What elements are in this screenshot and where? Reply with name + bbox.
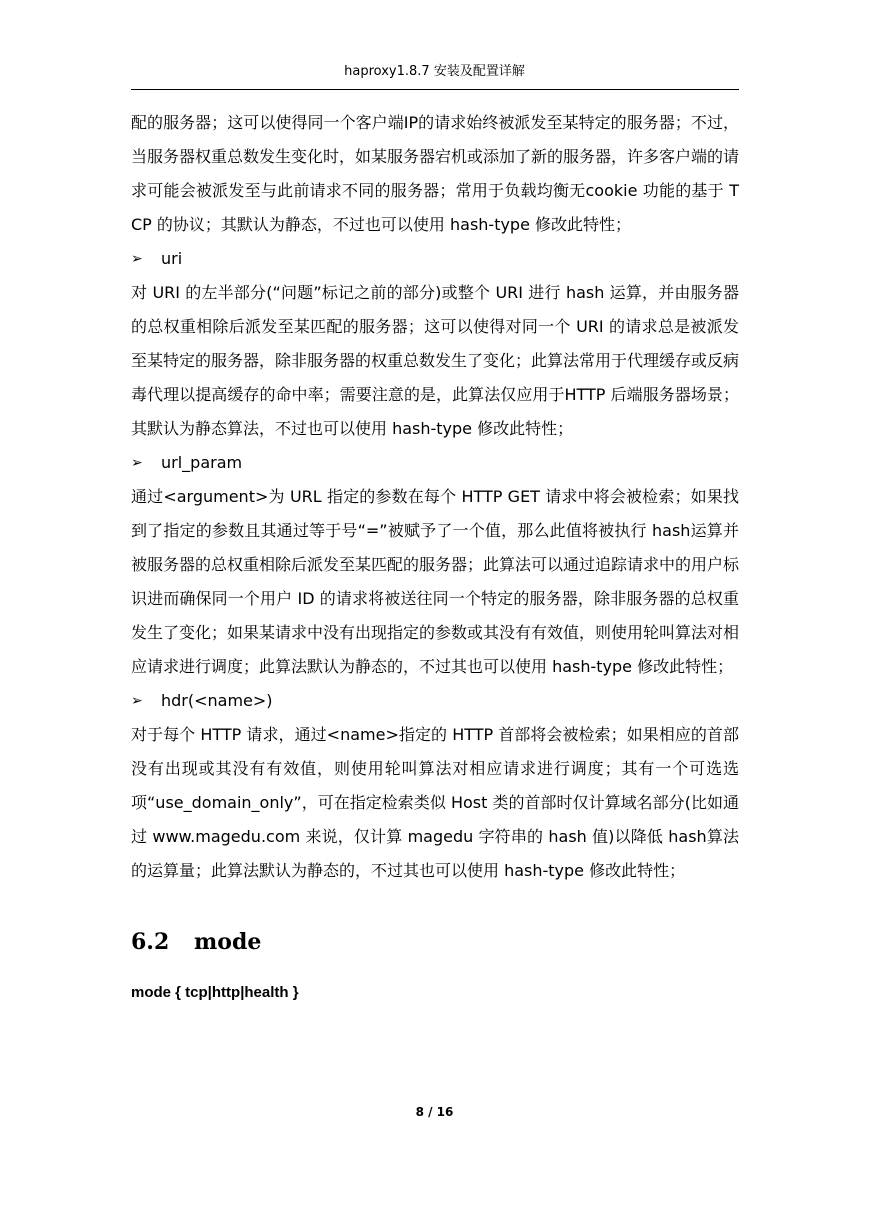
document-body (131, 106, 739, 1004)
bullet-item-uri (131, 242, 739, 276)
header-divider (131, 89, 739, 90)
mode-syntax: mode { tcp|http|health } (131, 984, 299, 1001)
section-title: mode (194, 929, 262, 955)
section-heading (131, 922, 739, 962)
paragraph-uri: 对 URI 的左半部分(“问题”标记之前的部分)或整个 URI 进行 hash 运算，并由服务器的总权重相除后派发至某匹配的服务器；这可以使得对同一个 URI 的请求总是被派发至某特定的服务器，除非服务器的权重总数发生了变化；此算法常用于代理缓存或反病毒代理以提高缓存的命中率；需要注意的是，此算法仅应用于HTTP 后端服务器场景；其默认为静态算法，不过也可以使用 hash-type 修改此特性； (131, 283, 740, 438)
page-header-title: haproxy1.8.7 安装及配置详解 (344, 64, 525, 79)
bullet-label: uri (161, 249, 183, 268)
page-number: 8 / 16 (415, 1105, 454, 1119)
arrow-bullet-icon: ➢ (131, 455, 143, 471)
section-number: 6.2 (131, 929, 170, 955)
bullet-label: hdr(<name>) (161, 691, 273, 710)
bullet-label: url_param (161, 453, 243, 472)
arrow-bullet-icon: ➢ (131, 251, 143, 267)
paragraph-hdr: 对于每个 HTTP 请求，通过<name>指定的 HTTP 首部将会被检索；如果相应的首部没有出现或其没有有效值，则使用轮叫算法对相应请求进行调度；其有一个可选选项“use_domain_only”，可在指定检索类似 Host 类的首部时仅计算域名部分(比如通过 www.magedu.com 来说，仅计算 magedu 字符串的 hash 值)以降低 hash算法的运算量；此算法默认为静态的，不过其也可以使用 hash-type 修改此特性； (131, 725, 739, 880)
paragraph-source-continued: 配的服务器；这可以使得同一个客户端IP的请求始终被派发至某特定的服务器；不过，当服务器权重总数发生变化时，如某服务器宕机或添加了新的服务器，许多客户端的请求可能会被派发至与此前请求不同的服务器；常用于负载均衡无cookie 功能的基于 TCP 的协议；其默认为静态，不过也可以使用 hash-type 修改此特性； (131, 113, 740, 234)
paragraph-url-param: 通过<argument>为 URL 指定的参数在每个 HTTP GET 请求中将会被检索；如果找到了指定的参数且其通过等于号“=”被赋予了一个值，那么此值将被执行 hash运算并被服务器的总权重相除后派发至某匹配的服务器；此算法可以通过追踪请求中的用户标识进而确保同一个用户 ID 的请求将被送往同一个特定的服务器，除非服务器的总权重发生了变化；如果某请求中没有出现指定的参数或其没有有效值，则使用轮叫算法对相应请求进行调度；此算法默认为静态的，不过其也可以使用 hash-type 修改此特性； (131, 487, 740, 676)
bullet-item-url-param (131, 446, 739, 480)
bullet-item-hdr (131, 684, 739, 718)
arrow-bullet-icon: ➢ (131, 693, 143, 709)
